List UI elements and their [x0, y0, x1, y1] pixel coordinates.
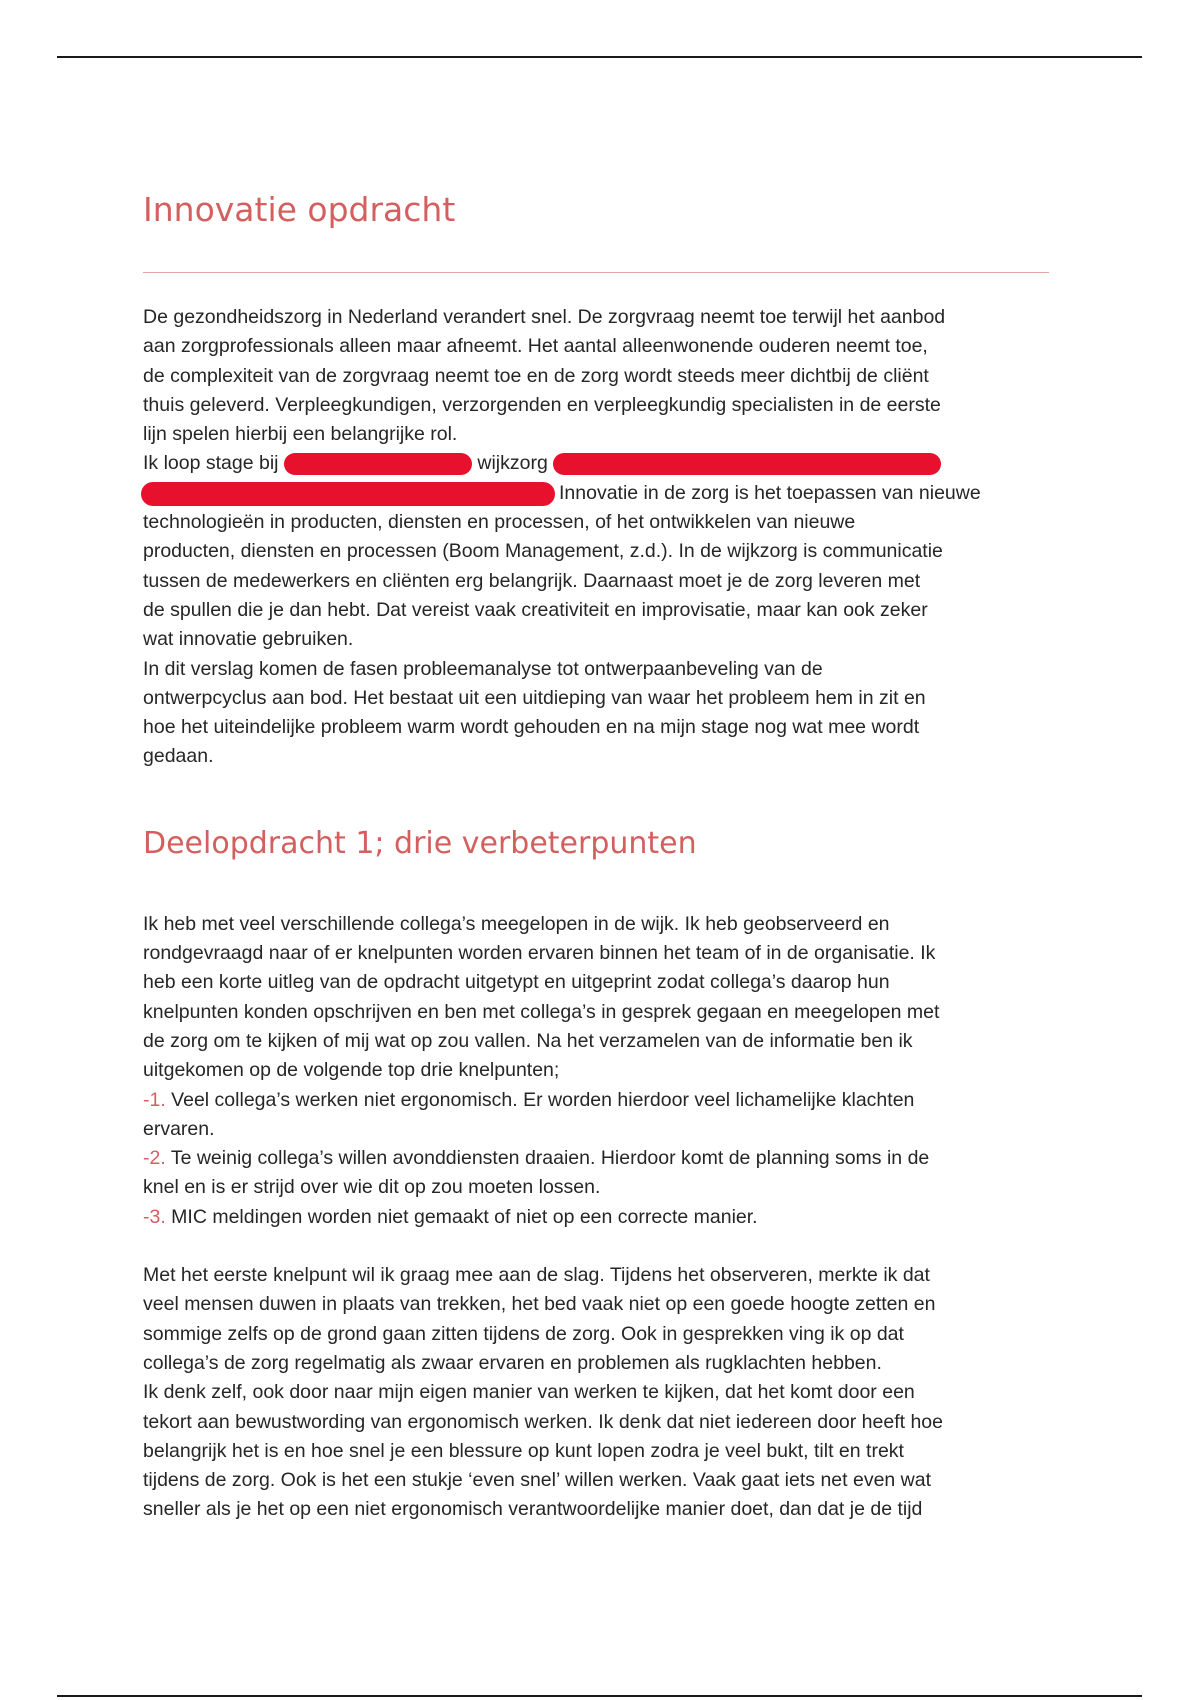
list-text: MIC meldingen worden niet gemaakt of niet op een correcte manier.: [165, 1205, 758, 1228]
list-number: -1.: [143, 1088, 166, 1111]
text-line: Ik heb met veel verschillende collega’s meegelopen in de wijk. Ik heb geobserveerd en: [143, 912, 890, 935]
document-body: [143, 190, 1063, 1525]
text-line: sommige zelfs op de grond gaan zitten tijdens de zorg. Ook in gesprekken ving ik op dat: [143, 1322, 904, 1345]
text-line: heb een korte uitleg van de opdracht uitgetypt en uitgeprint zodat collega’s daarop hun: [143, 971, 890, 994]
stage-line: [143, 449, 1063, 478]
text-line: Met het eerste knelpunt wil ik graag mee aan de slag. Tijdens het observeren, merkte ik dat: [143, 1264, 930, 1287]
text-line: de spullen die je dan hebt. Dat vereist vaak creativiteit en improvisatie, maar kan ook zeker: [143, 598, 928, 621]
list-item-continued: knel en is er strijd over wie dit op zou moeten lossen.: [143, 1176, 601, 1199]
redaction-mark: [284, 453, 472, 475]
list-text: Veel collega’s werken niet ergonomisch. Er worden hierdoor veel lichamelijke klachten: [165, 1088, 915, 1111]
text-line: thuis geleverd. Verpleegkundigen, verzorgenden en verpleegkundig specialisten in de eerste: [143, 393, 941, 416]
text-line: wat innovatie gebruiken.: [143, 628, 354, 651]
text-line: aan zorgprofessionals alleen maar afneemt. Het aantal alleenwonende ouderen neemt toe,: [143, 335, 928, 358]
section1-paragraph: [143, 910, 1063, 1525]
text-line: hoe het uiteindelijke probleem warm wordt gehouden en na mijn stage nog wat mee wordt: [143, 716, 920, 739]
stage-mid: wijkzorg: [477, 452, 548, 475]
text-line: De gezondheidszorg in Nederland verandert snel. De zorgvraag neemt toe terwijl het aanbod: [143, 306, 946, 328]
redaction-mark: [141, 482, 555, 506]
text-line: tekort aan bewustwording van ergonomisch werken. Ik denk dat niet iedereen door heeft hoe: [143, 1410, 943, 1433]
list-number: -3.: [143, 1205, 166, 1228]
page-bottom-rule: [57, 1695, 1142, 1697]
text-line: lijn spelen hierbij een belangrijke rol.: [143, 423, 458, 446]
text-line: rondgevraagd naar of er knelpunten worden ervaren binnen het team of in de organisatie. Ik: [143, 942, 936, 965]
text-line: collega’s de zorg regelmatig als zwaar ervaren en problemen als rugklachten hebben.: [143, 1351, 882, 1374]
list-item: [143, 1203, 1063, 1232]
text-line: In dit verslag komen de fasen probleemanalyse tot ontwerpaanbeveling van de: [143, 657, 823, 680]
list-number: -2.: [143, 1147, 166, 1170]
redaction-mark: [553, 453, 941, 475]
text-line: Ik denk zelf, ook door naar mijn eigen manier van werken te kijken, dat het komt door een: [143, 1381, 915, 1404]
text-line: knelpunten konden opschrijven en ben met collega’s in gesprek gegaan en meegelopen met: [143, 1000, 940, 1023]
list-item: [143, 1144, 1063, 1173]
list-text: Te weinig collega’s willen avonddiensten draaien. Hierdoor komt de planning soms in de: [165, 1147, 930, 1170]
text-line: de complexiteit van de zorgvraag neemt toe en de zorg wordt steeds meer dichtbij de cliënt: [143, 364, 929, 387]
page-top-rule: [57, 56, 1142, 58]
paragraph-ergonomics: [143, 1261, 1063, 1525]
text-line: veel mensen duwen in plaats van trekken, het bed vaak niet op een goede hoogte zetten en: [143, 1293, 936, 1316]
list-item: [143, 1086, 1063, 1115]
text-line: technologieën in producten, diensten en processen, of het ontwikkelen van nieuwe: [143, 511, 856, 534]
innovation-line: [143, 479, 1063, 508]
document-title: Innovatie opdracht: [143, 190, 456, 229]
text-line: producten, diensten en processen (Boom Management, z.d.). In de wijkzorg is communicatie: [143, 540, 943, 563]
text-line: uitgekomen op de volgende top drie knelpunten;: [143, 1059, 560, 1082]
title-underline: [143, 272, 1049, 273]
text-line: tijdens de zorg. Ook is het een stukje ‘even snel’ willen werken. Vaak gaat iets net even wat: [143, 1469, 932, 1492]
text-line: ontwerpcyclus aan bod. Het bestaat uit een uitdieping van waar het probleem hem in zit en: [143, 686, 926, 709]
text-line: gedaan.: [143, 745, 214, 768]
text-line: de zorg om te kijken of mij wat op zou vallen. Na het verzamelen van de informatie ben ik: [143, 1029, 913, 1052]
intro-paragraph: [143, 303, 1063, 772]
innovation-start: Innovatie in de zorg is het toepassen van nieuwe: [559, 481, 981, 504]
stage-prefix: Ik loop stage bij: [143, 452, 279, 475]
list-item-continued: ervaren.: [143, 1117, 215, 1140]
text-line: tussen de medewerkers en cliënten erg belangrijk. Daarnaast moet je de zorg leveren met: [143, 569, 921, 592]
text-line: belangrijk het is en hoe snel je een blessure op kunt lopen zodra je veel bukt, tilt en trekt: [143, 1439, 904, 1462]
section-heading: Deelopdracht 1; drie verbeterpunten: [143, 825, 697, 861]
text-line: sneller als je het op een niet ergonomisch verantwoordelijke manier doet, dan dat je de tijd: [143, 1498, 923, 1521]
